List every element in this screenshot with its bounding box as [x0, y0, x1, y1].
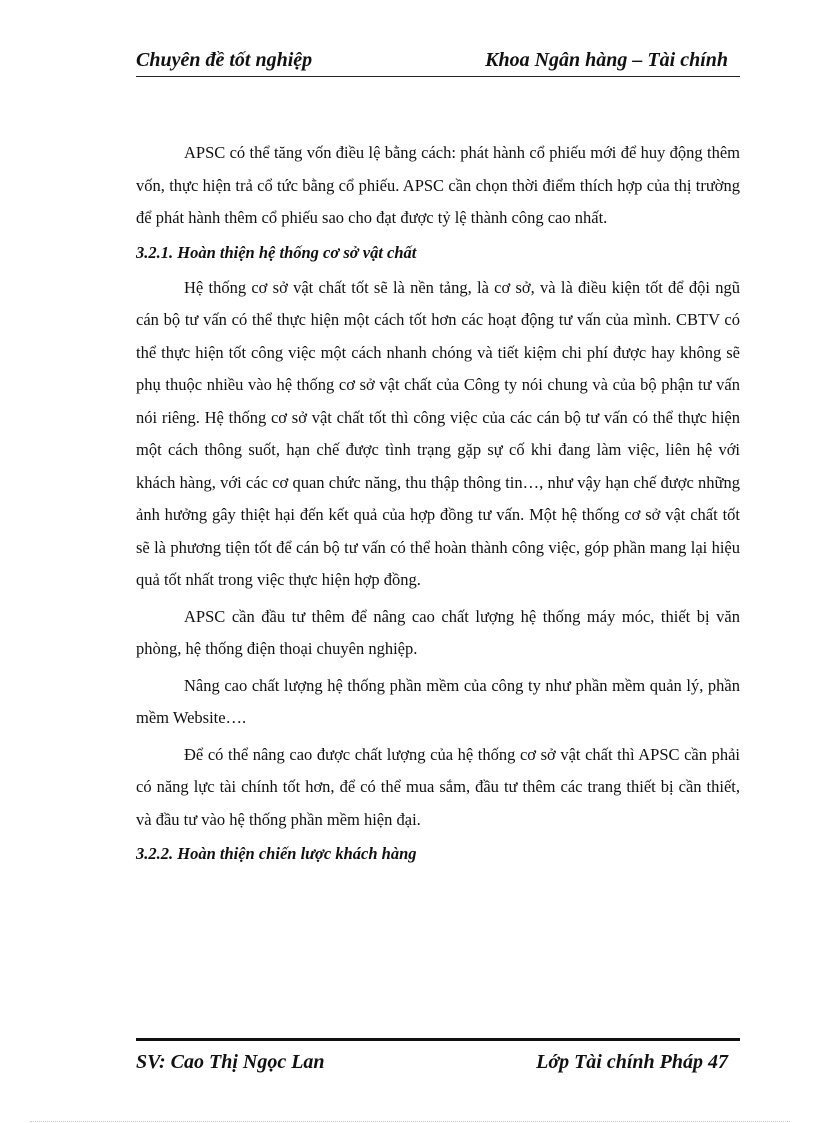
page-footer [136, 1038, 740, 1085]
footer-class-name: Lớp Tài chính Pháp 47 [536, 1051, 728, 1073]
document-body [136, 137, 740, 873]
footer-student-name: SV: Cao Thị Ngọc Lan [136, 1051, 325, 1073]
section-heading-3-2-1: 3.2.1. Hoàn thiện hệ thống cơ sở vật chất [136, 242, 417, 262]
paragraph-equipment: APSC cần đầu tư thêm để nâng cao chất lượng hệ thống máy móc, thiết bị văn phòng, hệ thống điện thoại chuyên nghiệp. [136, 606, 740, 658]
paragraph-finance: Để có thể nâng cao được chất lượng của hệ thống cơ sở vật chất thì APSC cần phải có năng lực tài chính tốt hơn, để có thể mua sắm, đầu tư thêm các trang thiết bị cần thiết, và đầu tư vào hệ thống phần mềm hiện đại. [136, 744, 740, 829]
paragraph-facilities: Hệ thống cơ sở vật chất tốt sẽ là nền tảng, là cơ sở, và là điều kiện tốt để đội ngũ cán bộ tư vấn có thể thực hiện một cách tốt hơn các hoạt động tư vấn của mình. CBTV có thể thực hiện tốt công việc một cách nhanh chóng và tiết kiệm chi phí được hay không sẽ phụ thuộc nhiều vào hệ thống cơ sở vật chất của Công ty nói chung và của bộ phận tư vấn nói riêng. Hệ thống cơ sở vật chất tốt thì công việc của các cán bộ tư vấn có thể thực hiện một cách thông suốt, hạn chế được tình trạng gặp sự cố khi đang làm việc, liên hệ với khách hàng, với các cơ quan chức năng, thu thập thông tin…, như vậy hạn chế được những ảnh hưởng gây thiệt hại đến kết quả của hợp đồng tư vấn. Một hệ thống cơ sở vật chất tốt sẽ là phương tiện tốt để cán bộ tư vấn có thể hoàn thành công việc, góp phần mang lại hiệu quả tốt nhất trong việc thực hiện hợp đồng. [136, 277, 740, 589]
page-edge-divider [30, 1121, 790, 1122]
header-thesis-title: Chuyên đề tốt nghiệp [136, 49, 313, 71]
header-faculty: Khoa Ngân hàng – Tài chính [485, 49, 728, 71]
paragraph-charter-capital: APSC có thể tăng vốn điều lệ bằng cách: phát hành cổ phiếu mới để huy động thêm vốn, thực hiện trả cổ tức bằng cổ phiếu. APSC cần chọn thời điểm thích hợp của thị trường để phát hành thêm cổ phiếu sao cho đạt được tỷ lệ thành công cao nhất. [136, 143, 740, 227]
section-heading-3-2-2: 3.2.2. Hoàn thiện chiến lược khách hàng [136, 844, 417, 863]
page-header [136, 46, 740, 77]
paragraph-software: Nâng cao chất lượng hệ thống phần mềm của công ty như phần mềm quản lý, phần mềm Website…. [136, 675, 740, 727]
